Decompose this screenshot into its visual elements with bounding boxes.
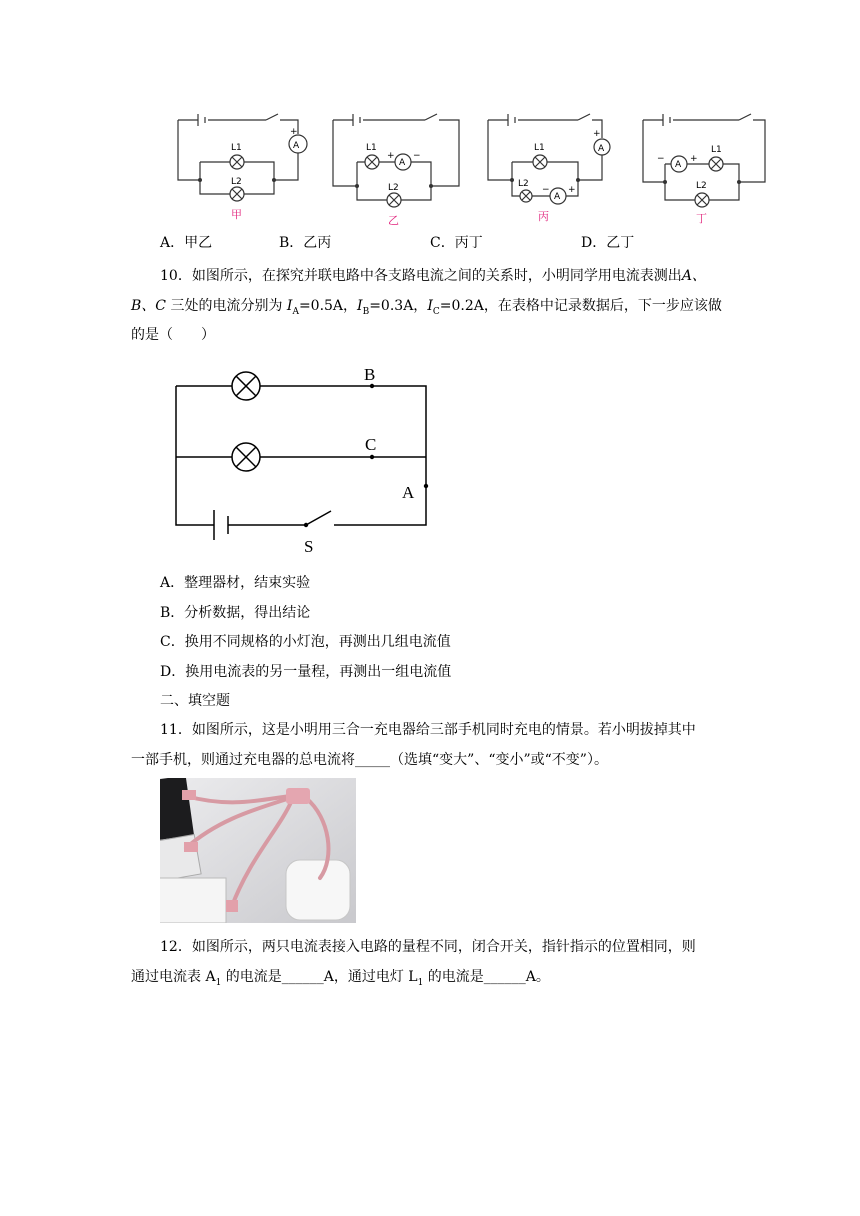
lamp-l2-label: L2 (231, 177, 242, 187)
svg-text:L2: L2 (518, 179, 529, 189)
q11-stem-line2: 一部手机，则通过充电器的总电流将_____（选填“变大”、“变小”或“不变”）。 (131, 752, 608, 768)
svg-text:+: + (593, 129, 601, 139)
svg-text:L2: L2 (388, 183, 399, 193)
point-c-label: C (365, 435, 377, 454)
svg-text:+: + (387, 151, 395, 161)
caption-yi: 乙 (388, 214, 399, 227)
q12-stem-line1: 12．如图所示，两只电流表接入电路的量程不同，闭合开关，指针指示的位置相同，则 (160, 939, 696, 955)
svg-text:L2: L2 (696, 181, 707, 191)
svg-text:L1: L1 (534, 143, 545, 153)
q11-stem-line1: 11．如图所示，这是小明用三合一充电器给三部手机同时充电的情景。若小明拔掉其中 (160, 722, 696, 738)
svg-text:A: A (598, 144, 605, 154)
parallel-circuit-diagram (168, 360, 443, 560)
section-title-fill-in: 二、填空题 (160, 693, 230, 709)
q10-stem-line1: 10．如图所示，在探究并联电路中各支路电流之间的关系时，小明同学用电流表测出A、 (160, 268, 706, 284)
svg-text:−: − (413, 151, 421, 161)
svg-text:−: − (657, 154, 665, 164)
caption-ding: 丁 (696, 212, 707, 225)
q9-option-b: B．乙丙 (279, 235, 332, 251)
svg-text:A: A (399, 158, 406, 168)
caption-bing: 丙 (538, 210, 549, 223)
q9-option-c: C．丙丁 (430, 235, 483, 251)
svg-text:A: A (675, 160, 682, 170)
q10-stem-line2: B、C 三处的电流分别为 $I_A=0.5A$，$I_B=0.3A$，$I_C=0.2A$，在表格中记录数据后，下一步应该做 (131, 298, 722, 317)
lamp-l1-label: L1 (231, 143, 242, 153)
q12-stem-line2: 通过电流表 $A_1$ 的电流是______A，通过电灯 $L_1$ 的电流是______A。 (131, 969, 550, 988)
caption-jia: 甲 (231, 208, 242, 221)
switch-s-label: S (304, 537, 314, 556)
q10-option-b: B．分析数据，得出结论 (160, 605, 311, 621)
circuit-diagram-bing (480, 106, 620, 228)
q10-option-a: A．整理器材，结束实验 (160, 575, 311, 591)
svg-text:L1: L1 (366, 143, 377, 153)
point-b-label: B (364, 365, 376, 384)
q9-option-d: D．乙丁 (581, 235, 635, 251)
circuit-diagram-ding (635, 106, 775, 228)
svg-text:A: A (554, 192, 561, 202)
svg-text:+: + (568, 185, 576, 195)
svg-text:L1: L1 (711, 145, 722, 155)
circuit-diagram-yi (325, 106, 465, 228)
charger-photo (160, 778, 356, 923)
q9-option-a: A．甲乙 (160, 235, 213, 251)
point-a-label: A (402, 483, 415, 502)
q10-stem-line3: 的是（ ） (131, 327, 215, 343)
svg-text:+: + (290, 127, 298, 137)
q10-option-d: D．换用电流表的另一量程，再测出一组电流值 (160, 664, 452, 680)
ammeter-label: A (293, 141, 300, 151)
svg-text:+: + (690, 154, 698, 164)
svg-text:−: − (542, 185, 550, 195)
q10-option-c: C．换用不同规格的小灯泡，再测出几组电流值 (160, 634, 451, 650)
circuit-diagram-jia (170, 106, 310, 228)
